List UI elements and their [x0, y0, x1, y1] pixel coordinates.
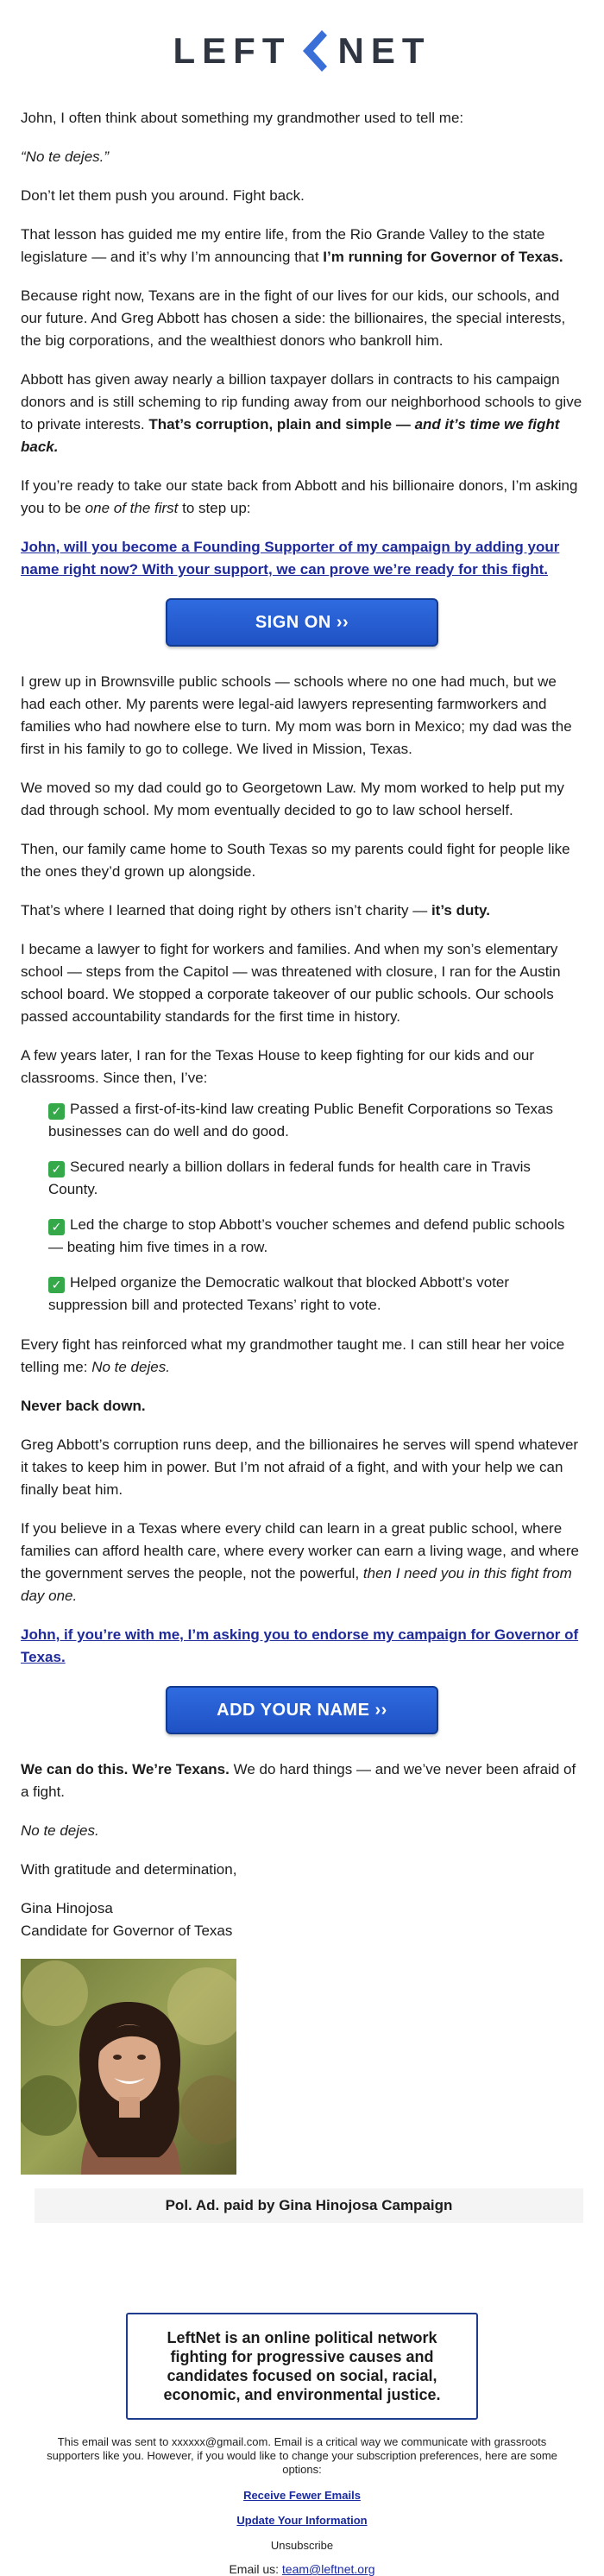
check-mark-icon: ✓: [48, 1219, 65, 1235]
chevron-logo-icon: [296, 28, 329, 73]
list-item: ✓ Led the charge to stop Abbott’s voucher schemes and defend public schools — beating him five times in a row.: [48, 1216, 565, 1255]
corruption-paragraph: Abbott has given away nearly a billion taxpayer dollars in contracts to his campaign donors and is still scheming to rip funding away from our neighborhood schools to give to private interests. That’s corruption, plain and simple — and it’s time we fight back.: [21, 371, 582, 455]
signature-title: Candidate for Governor of Texas: [21, 1923, 233, 1939]
email-us-label: Email us:: [229, 2562, 282, 2576]
announcement-paragraph: That lesson has guided me my entire life, from the Rio Grande Valley to the state legislature — and it’s why I’m announcing that I’m running for Governor of Texas.: [21, 226, 563, 265]
accomplishments-list: [21, 1098, 583, 1316]
endorse-campaign-link[interactable]: John, if you’re with me, I’m asking you to endorse my campaign for Governor of Texas.: [21, 1626, 579, 1665]
list-item: ✓ Secured nearly a billion dollars in federal funds for health care in Travis County.: [48, 1159, 531, 1197]
never-back-down-paragraph: Never back down.: [21, 1398, 146, 1414]
believe-paragraph: If you believe in a Texas where every child can learn in a great public school, where families can afford health care, where every worker can earn a living wage, and where the government serves the people, not the powerful, then I need you in this fight from day one.: [21, 1520, 579, 1604]
add-name-wrap: [21, 1686, 583, 1734]
candidate-photo: [21, 1959, 236, 2175]
founding-supporter-link[interactable]: John, will you become a Founding Supporter of my campaign by adding your name right now? With your support, we can prove we’re ready for this fight.: [21, 539, 560, 578]
leftnet-about-box: LeftNet is an online political network fighting for progressive causes and candidates focused on social, racial, economic, and environmental justice.: [126, 2313, 478, 2420]
duty-paragraph: That’s where I learned that doing right by others isn’t charity — it’s duty.: [21, 902, 490, 919]
georgetown-paragraph: We moved so my dad could go to Georgetown Law. My mom worked to help put my dad through school. My mom eventually decided to go to law school herself.: [21, 780, 564, 818]
brownsville-paragraph: I grew up in Brownsville public schools — schools where no one had much, but we had each other. My parents were legal-aid lawyers representing farmworkers and families who had nowhere else to turn. My mom was born in Mexico; my dad was the first in his family to go to college. We lived in Mission, Texas.: [21, 673, 572, 757]
quote-paragraph: “No te dejes.”: [21, 148, 110, 165]
school-board-paragraph: I became a lawyer to fight for workers and families. And when my son’s elementary school — steps from the Capitol — was threatened with closure, I ran for the Austin school board. We stopped a corporate takeover of our public schools. Our schools passed accountability standards for the first time in history.: [21, 941, 561, 1025]
check-mark-icon: ✓: [48, 1161, 65, 1178]
fight-back-paragraph: Don’t let them push you around. Fight back.: [21, 187, 305, 204]
footer-fine-print: This email was sent to xxxxxx@gmail.com. Email is a critical way we communicate with grassroots supporters like you. However, if you would like to change your subscription preferences, here are some options:: [47, 2435, 557, 2476]
list-item: ✓ Passed a first-of-its-kind law creating Public Benefit Corporations so Texas businesses can do well and do good.: [48, 1101, 553, 1140]
update-information-link[interactable]: Update Your Information: [236, 2514, 368, 2527]
email-body: [0, 102, 604, 2175]
paid-for-disclaimer: Pol. Ad. paid by Gina Hinojosa Campaign: [35, 2188, 583, 2223]
no-te-dejes-paragraph: No te dejes.: [21, 1822, 99, 1839]
email-us-link[interactable]: team@leftnet.org: [281, 2562, 375, 2576]
abbott-corruption-paragraph: Greg Abbott’s corruption runs deep, and the billionaires he serves will spend whatever it takes to keep him in power. But I’m not afraid of a fight, and with your help we can finally beat him.: [21, 1436, 579, 1498]
add-your-name-button[interactable]: ADD YOUR NAME ››: [166, 1686, 438, 1734]
sign-on-button[interactable]: SIGN ON ››: [166, 598, 438, 647]
south-texas-paragraph: Then, our family came home to South Texas so my parents could fight for people like the ones they’d grown up alongside.: [21, 841, 570, 880]
email-us-line: [0, 2562, 604, 2576]
logo-right-word: NET: [337, 30, 431, 71]
signature-name: Gina Hinojosa: [21, 1900, 113, 1916]
greeting-paragraph: John, I often think about something my grandmother used to tell me:: [21, 110, 464, 126]
texans-paragraph: We can do this. We’re Texans. We do hard things — and we’ve never been afraid of a fight.: [21, 1761, 576, 1800]
ready-paragraph: If you’re ready to take our state back from Abbott and his billionaire donors, I’m asking you to be one of the first to step up:: [21, 477, 578, 516]
check-mark-icon: ✓: [48, 1103, 65, 1120]
logo-left-word: LEFT: [173, 30, 292, 71]
list-item: ✓ Helped organize the Democratic walkout that blocked Abbott’s voter suppression bill and protected Texans’ right to vote.: [48, 1274, 510, 1313]
receive-fewer-emails-link[interactable]: Receive Fewer Emails: [243, 2489, 361, 2502]
closing-paragraph: With gratitude and determination,: [21, 1861, 237, 1878]
grandmother-paragraph: Every fight has reinforced what my grandmother taught me. I can still hear her voice telling me: No te dejes.: [21, 1336, 565, 1375]
leftnet-logo[interactable]: [0, 0, 604, 102]
sign-on-wrap: [21, 598, 583, 647]
check-mark-icon: ✓: [48, 1277, 65, 1293]
fight-of-lives-paragraph: Because right now, Texans are in the fight of our lives for our kids, our schools, and our future. And Greg Abbott has chosen a side: the billionaires, the special interests, the big corporations, and the wealthiest donors who bankroll him.: [21, 287, 566, 349]
texas-house-paragraph: A few years later, I ran for the Texas House to keep fighting for our kids and our classrooms. Since then, I’ve:: [21, 1047, 535, 1086]
unsubscribe-link[interactable]: Unsubscribe: [270, 2539, 334, 2552]
signature: [21, 1897, 583, 1942]
